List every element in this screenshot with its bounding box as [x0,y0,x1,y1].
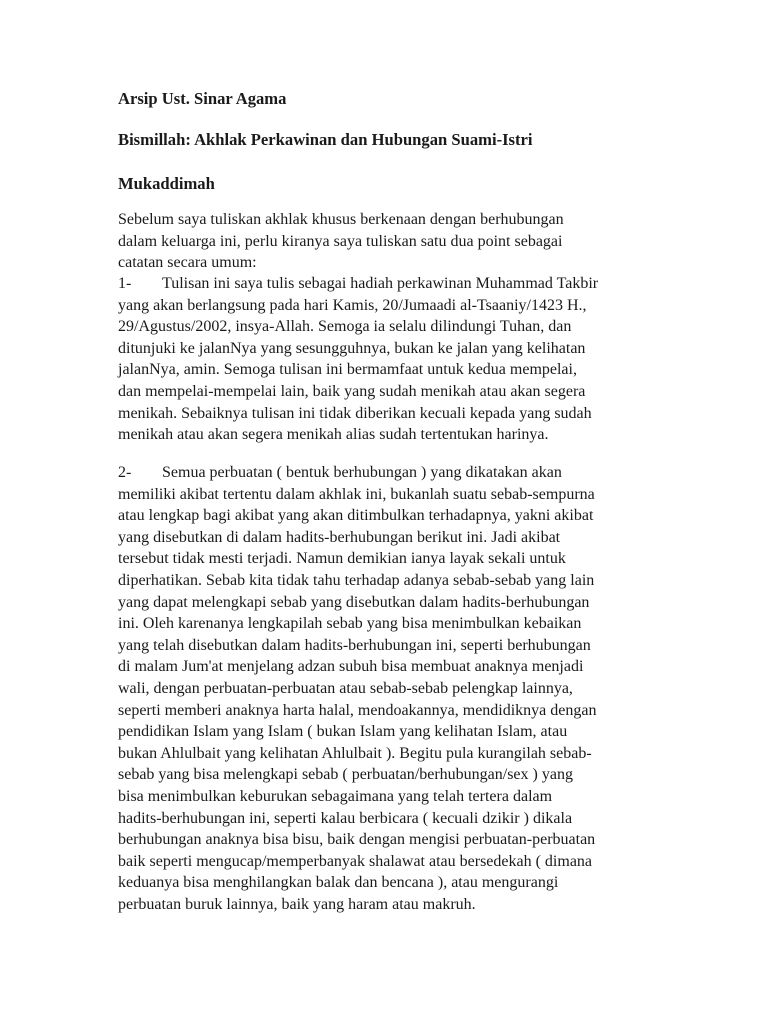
text-line: baik seperti mengucap/memperbanyak shalawat atau bersedekah ( dimana [118,852,593,870]
document-title: Bismillah: Akhlak Perkawinan dan Hubungan Suami-Istri [118,130,533,149]
archive-title: Arsip Ust. Sinar Agama [118,89,287,108]
text-line: berhubungan anaknya bisa bisu, baik dengan mengisi perbuatan-perbuatan [118,831,596,849]
text-line [118,275,658,297]
text-line: diperhatikan. Sebab kita tidak tahu terhadap adanya sebab-sebab yang lain [118,571,595,589]
text-line: tersebut tidak mesti terjadi. Namun demikian ianya layak sekali untuk [118,550,566,568]
text-line: 29/Agustus/2002, insya-Allah. Semoga ia selalu dilindungi Tuhan, dan [118,318,572,336]
point-first-line-text: Tulisan ini saya tulis sebagai hadiah perkawinan Muhammad Takbir [162,275,599,292]
text-line: jalanNya, amin. Semoga tulisan ini bermamfaat untuk kedua mempelai, [118,361,577,379]
point-number: 2- [118,464,132,481]
text-line: atau lengkap bagi akibat yang akan ditimbulkan terhadapnya, yakni akibat [118,507,594,525]
text-line: menikah. Sebaiknya tulisan ini tidak diberikan kecuali kepada yang sudah [118,404,592,422]
text-line: yang telah disebutkan dalam hadits-berhubungan ini, seperti berhubungan [118,636,591,654]
text-line: di malam Jum'at menjelang adzan subuh bisa membuat anaknya menjadi [118,658,584,676]
text-line: sebab yang bisa melengkapi sebab ( perbuatan/berhubungan/sex ) yang [118,766,573,784]
intro-paragraph [118,211,658,276]
text-line: yang dapat melengkapi sebab yang disebutkan dalam hadits-berhubungan [118,593,590,611]
point-first-line-text: Semua perbuatan ( bentuk berhubungan ) yang dikatakan akan [162,464,562,481]
text-line: ini. Oleh karenanya lengkapilah sebab yang bisa menimbulkan kebaikan [118,615,582,633]
text-line [118,464,658,486]
text-line: dalam keluarga ini, perlu kiranya saya tuliskan satu dua point sebagai [118,232,563,250]
section-title: Mukaddimah [118,174,215,193]
text-line: perbuatan buruk lainnya, baik yang haram atau makruh. [118,895,476,913]
text-line: memiliki akibat tertentu dalam akhlak ini, bukanlah suatu sebab-sempurna [118,485,595,503]
text-line: yang disebutkan di dalam hadits-berhubungan berikut ini. Jadi akibat [118,528,561,546]
point-number: 1- [118,275,132,292]
point-2-paragraph [118,464,658,917]
text-line: seperti memberi anaknya harta halal, mendoakannya, mendidiknya dengan [118,701,597,719]
text-line: keduanya bisa menghilangkan balak dan bencana ), atau mengurangi [118,874,559,892]
text-line: yang akan berlangsung pada hari Kamis, 20/Jumaadi al-Tsaaniy/1423 H., [118,296,587,314]
text-line: hadits-berhubungan ini, seperti kalau berbicara ( kecuali dzikir ) dikala [118,809,573,827]
text-line: ditunjuki ke jalanNya yang sesungguhnya, bukan ke jalan yang kelihatan [118,339,586,357]
text-line: pendidikan Islam yang Islam ( bukan Islam yang kelihatan Islam, atau [118,723,568,741]
text-line: bukan Ahlulbait yang kelihatan Ahlulbait ). Begitu pula kurangilah sebab- [118,744,592,762]
text-line: wali, dengan perbuatan-perbuatan atau sebab-sebab pelengkap lainnya, [118,679,573,697]
text-line: dan mempelai-mempelai lain, baik yang sudah menikah atau akan segera [118,382,586,400]
text-line: menikah atau akan segera menikah alias sudah tertentukan harinya. [118,426,549,444]
point-1-paragraph [118,275,658,448]
text-line: Sebelum saya tuliskan akhlak khusus berkenaan dengan berhubungan [118,211,564,228]
text-line: catatan secara umum: [118,254,257,272]
text-line: bisa menimbulkan keburukan sebagaimana yang telah tertera dalam [118,787,553,805]
